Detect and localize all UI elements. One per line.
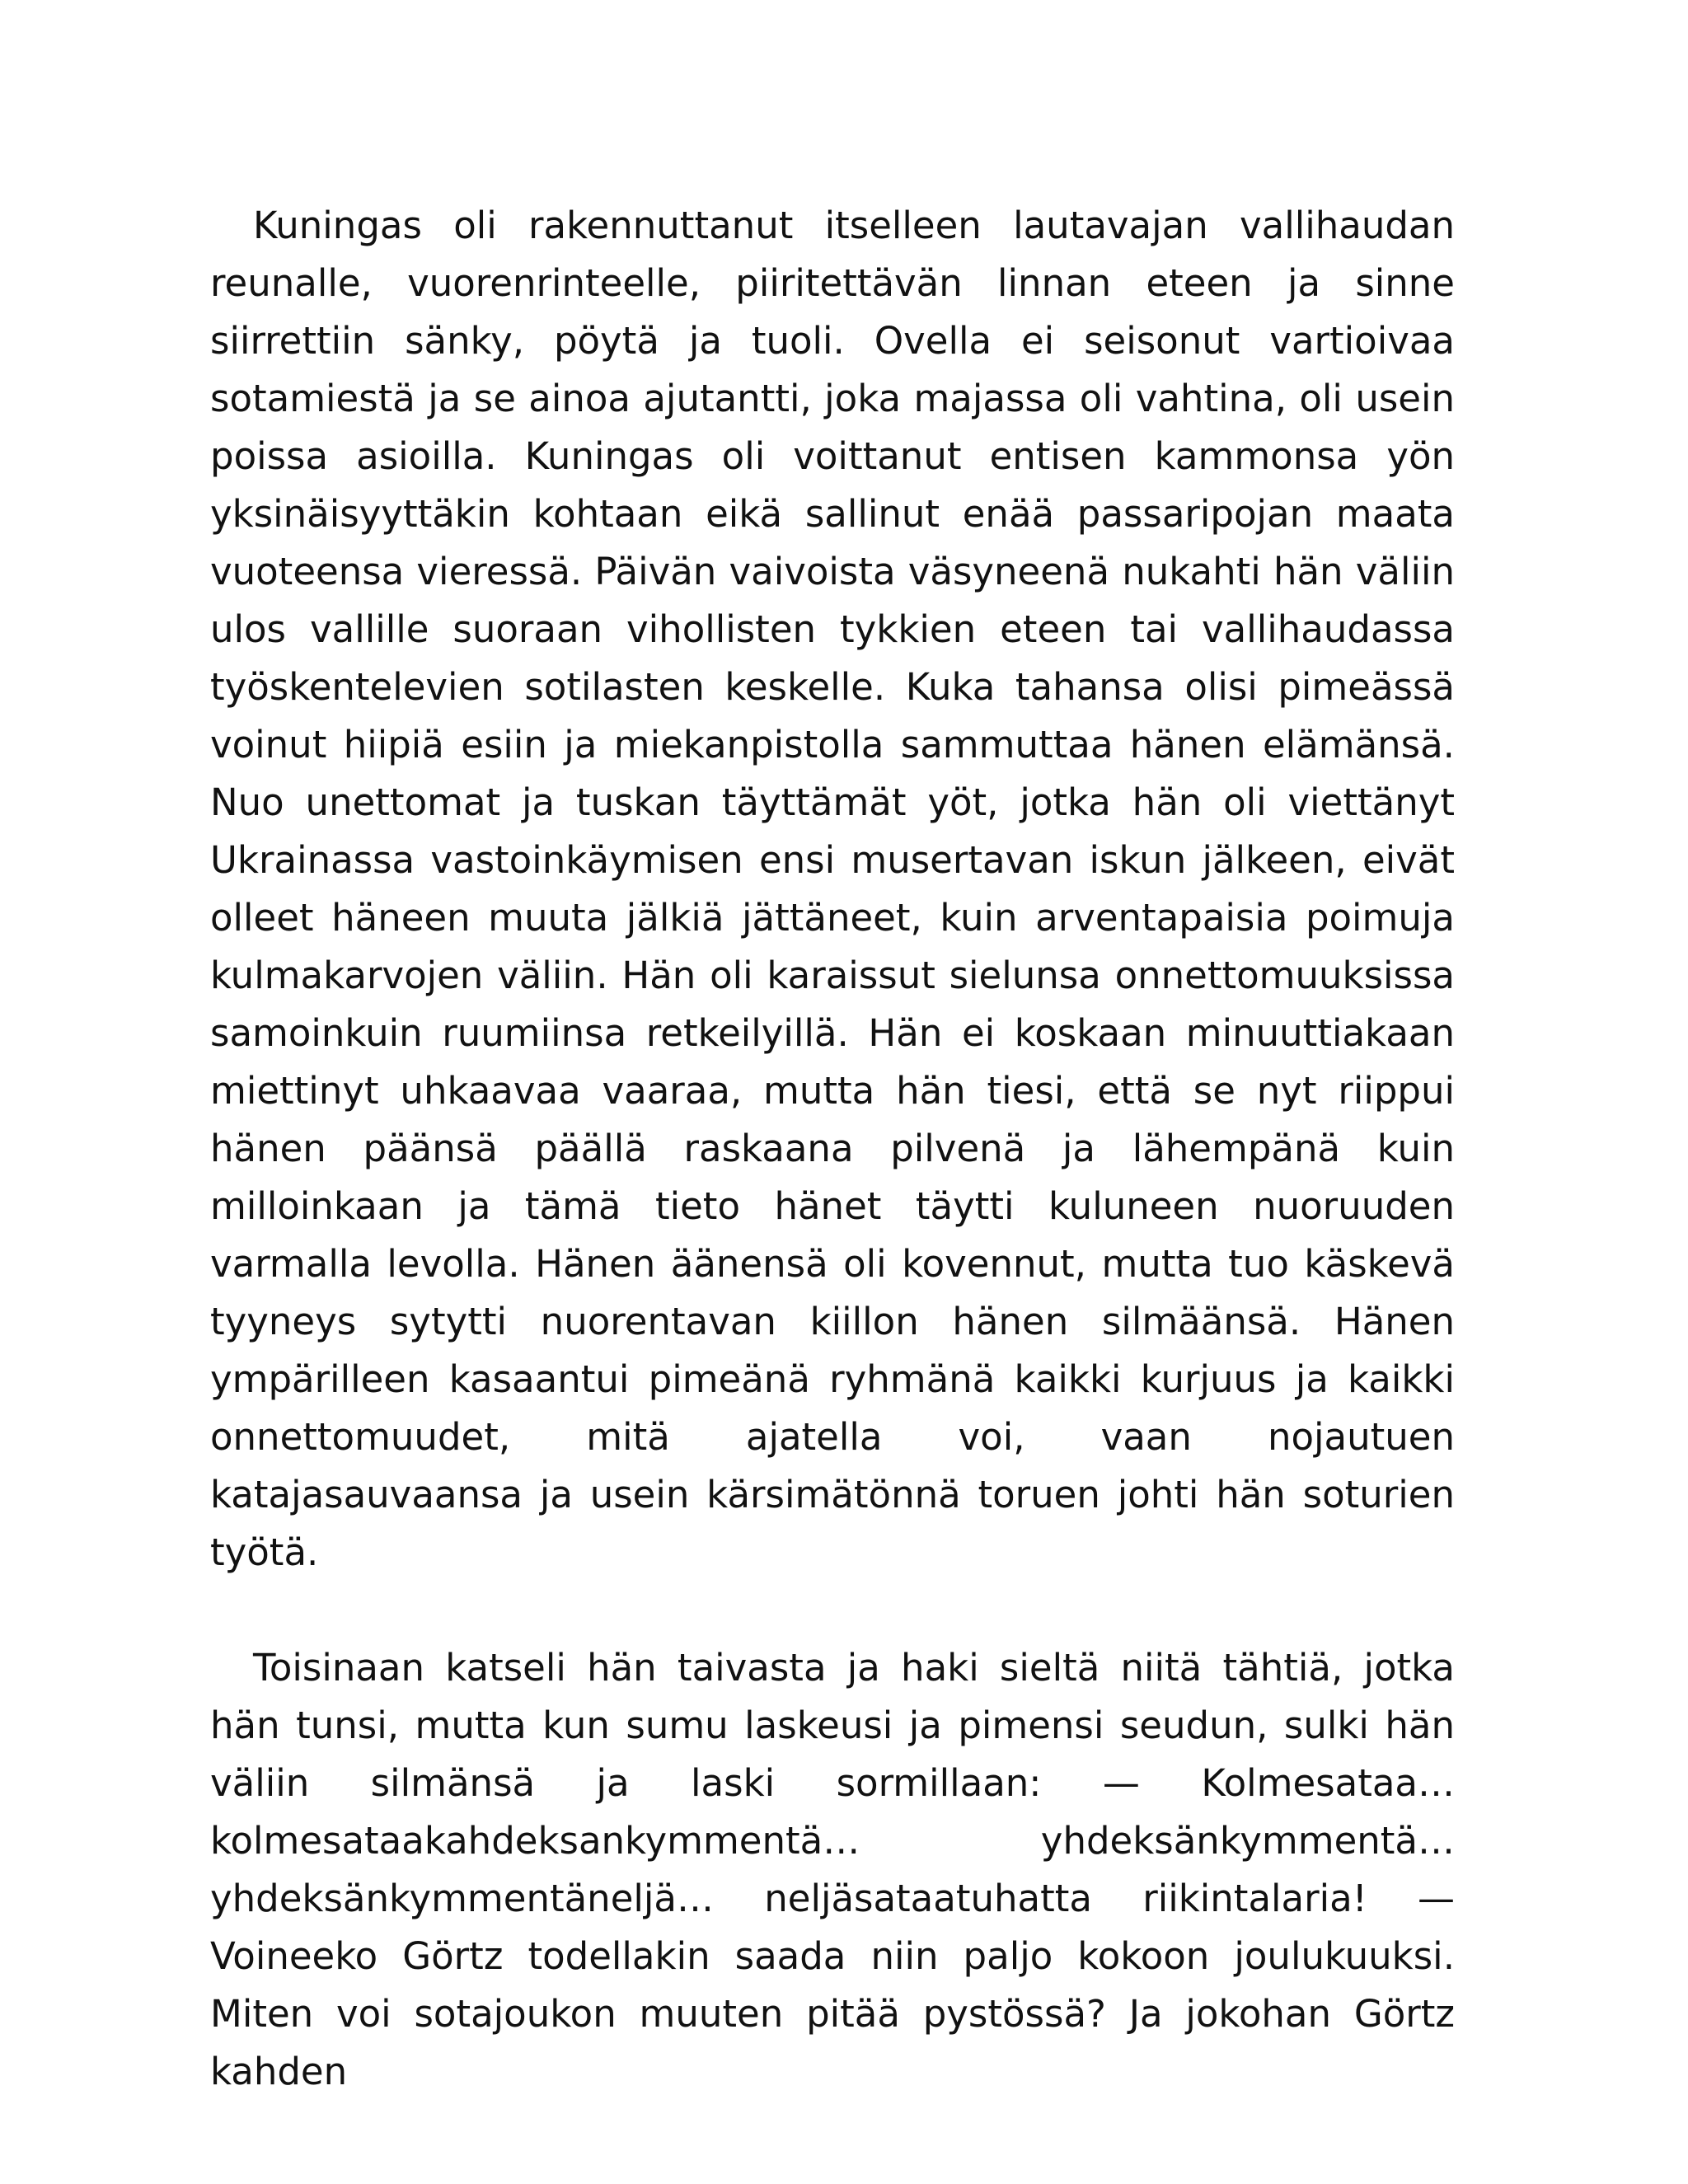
body-text	[210, 197, 1455, 2101]
paragraph-2: Toisinaan katseli hän taivasta ja haki sieltä niitä tähtiä, jotka hän tunsi, mutta kun sumu laskeusi ja pimensi seudun, sulki hän väliin silmänsä ja laski sormillaan: — Kolmesataa… kolmesataakahdeksankymmentä… yhdeksänkymmentä… yhdeksänkymmentäneljä… neljäsataatuhatta riikintalaria! — Voineeko Görtz todellakin saada niin paljo kokoon joulukuuksi. Miten voi sotajoukon muuten pitää pystössä? Ja jokohan Görtz kahden	[210, 1646, 1455, 2093]
paragraph-1: Kuningas oli rakennuttanut itselleen lautavajan vallihaudan reunalle, vuorenrinteelle, piiritettävän linnan eteen ja sinne siirrettiin sänky, pöytä ja tuoli. Ovella ei seisonut vartioivaa sotamiestä ja se ainoa ajutantti, joka majassa oli vahtina, oli usein poissa asioilla. Kuningas oli voittanut entisen kammonsa yön yksinäisyyttäkin kohtaan eikä sallinut enää passaripojan maata vuoteensa vieressä. Päivän vaivoista väsyneenä nukahti hän väliin ulos vallille suoraan vihollisten tykkien eteen tai vallihaudassa työskentelevien sotilasten keskelle. Kuka tahansa olisi pimeässä voinut hiipiä esiin ja miekanpistolla sammuttaa hänen elämänsä. Nuo unettomat ja tuskan täyttämät yöt, jotka hän oli viettänyt Ukrainassa vastoinkäymisen ensi musertavan iskun jälkeen, eivät olleet häneen muuta jälkiä jättäneet, kuin arventapaisia poimuja kulmakarvojen väliin. Hän oli karaissut sielunsa onnettomuuksissa samoinkuin ruumiinsa retkeilyillä. Hän ei koskaan minuuttiakaan miettinyt uhkaavaa vaaraa, mutta hän tiesi, että se nyt riippui hänen päänsä päällä raskaana pilvenä ja lähempänä kuin milloinkaan ja tämä tieto hänet täytti kuluneen nuoruuden varmalla levolla. Hänen äänensä oli kovennut, mutta tuo käskevä tyyneys sytytti nuorentavan kiillon hänen silmäänsä. Hänen ympärilleen kasaantui pimeänä ryhmänä kaikki kurjuus ja kaikki onnettomuudet, mitä ajatella voi, vaan nojautuen katajasauvaansa ja usein kärsimätönnä toruen johti hän soturien työtä.	[210, 204, 1455, 1574]
